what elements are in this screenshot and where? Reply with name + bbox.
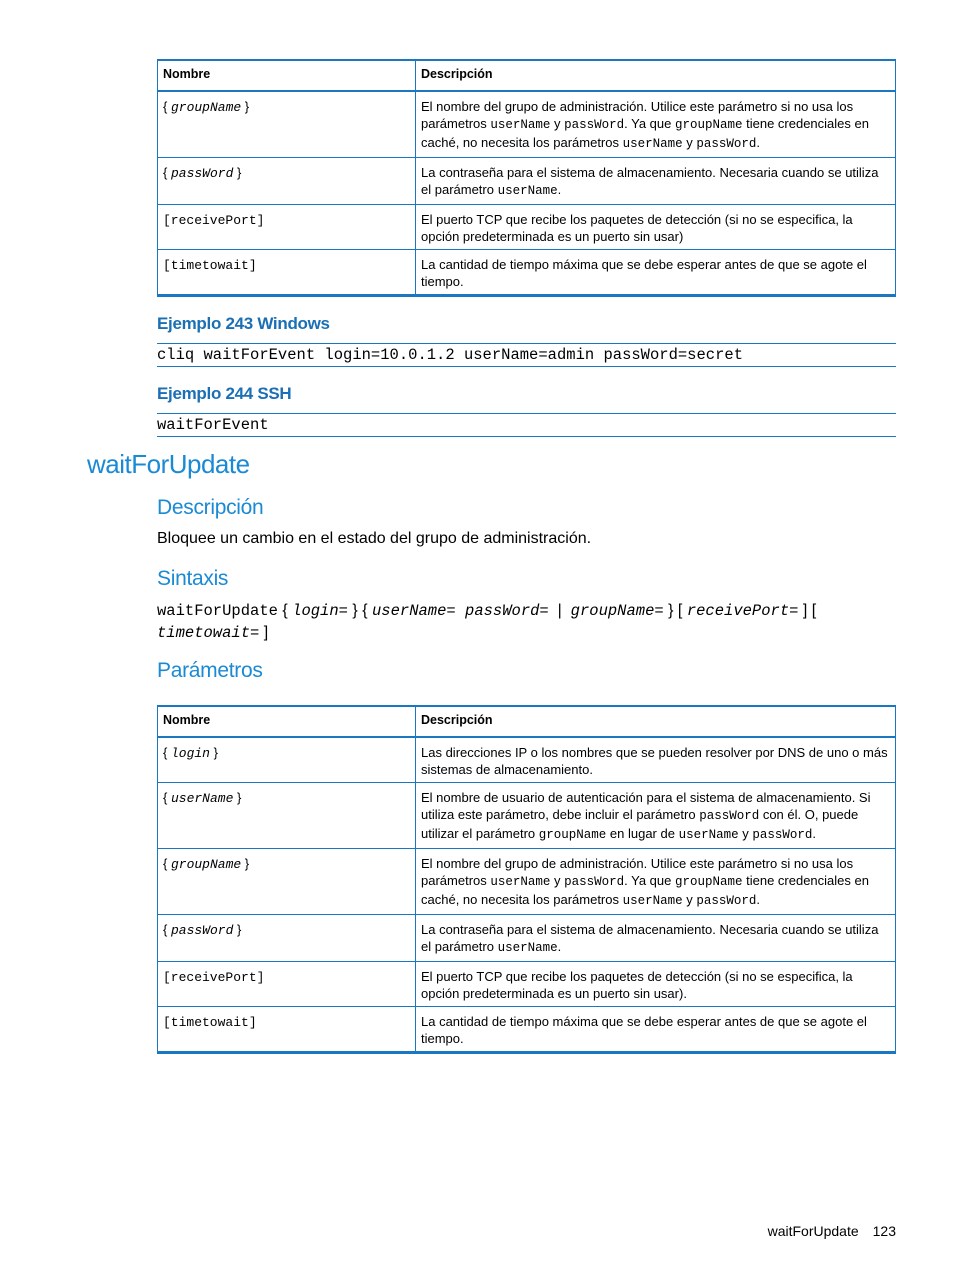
text-run: } [ [663, 602, 687, 619]
table-row [158, 1007, 896, 1053]
table-row [158, 91, 896, 158]
text-run: } { [347, 602, 372, 619]
footer-label: waitForUpdate [767, 1223, 859, 1239]
inline-code: userName [497, 184, 558, 198]
text-run: . [756, 135, 760, 150]
inline-code: passWord [696, 894, 757, 908]
param-description-cell [416, 250, 896, 296]
param-name-cell [158, 91, 416, 158]
inline-code: groupName [538, 828, 607, 842]
page-number: 123 [872, 1223, 896, 1239]
inline-code: passWord [564, 118, 625, 132]
param-name-cell [158, 205, 416, 250]
text-run: La contraseña para el sistema de almacenamiento. Necesaria cuando se utiliza el parámetro [421, 165, 883, 197]
param-description-cell [416, 91, 896, 158]
inline-code: userName [497, 941, 558, 955]
param-description-cell [416, 783, 896, 849]
text-run: ] [259, 624, 269, 641]
column-header-descripcion: Descripción [416, 60, 896, 91]
param-description-cell [416, 205, 896, 250]
brace-open: { [163, 745, 171, 760]
table-row [158, 250, 896, 296]
param-description-cell [416, 962, 896, 1007]
param-name-cell [158, 1007, 416, 1053]
inline-code: userName [678, 828, 739, 842]
text-run: . [557, 939, 562, 954]
table1-body [158, 91, 896, 296]
text-run: . [756, 892, 760, 907]
inline-code: waitForUpdate [157, 602, 278, 620]
brace-open: { [163, 165, 171, 180]
param-description-cell [416, 158, 896, 205]
table2-body [158, 737, 896, 1053]
parametros-heading: Parámetros [157, 659, 263, 682]
table-row [158, 158, 896, 205]
table-row [158, 783, 896, 849]
brace-close: } [233, 922, 242, 937]
sintaxis-heading: Sintaxis [157, 567, 229, 590]
brace-close: } [241, 99, 250, 114]
example-244-title: Ejemplo 244 SSH [157, 384, 292, 403]
text-run: La cantidad de tiempo máxima que se debe esperar antes de que se agote el tiempo. [421, 257, 871, 289]
table-row [158, 915, 896, 962]
inline-param: userName= passWord= [372, 602, 549, 620]
text-run: El nombre de usuario de autenticación para el sistema de almacenamiento. Si utiliza este parámetro, debe incluir el parámetro [421, 790, 875, 822]
text-run: ] [ [798, 602, 821, 619]
table-row [158, 205, 896, 250]
inline-param: timetowait= [157, 624, 260, 642]
section-title: waitForUpdate [87, 449, 250, 479]
param-description-cell [416, 849, 896, 915]
text-run: El nombre del grupo de administración. Utilice este parámetro si no usa los parámetros [421, 99, 857, 131]
text-run: Las direcciones IP o los nombres que se pueden resolver por DNS de uno o más sistemas de almacenamiento. [421, 745, 892, 777]
inline-code: groupName [674, 875, 743, 889]
brace-close: } [233, 165, 242, 180]
inline-code: userName [490, 118, 551, 132]
param-name-cell [158, 915, 416, 962]
table-header-row [158, 60, 896, 91]
inline-code: userName [622, 137, 683, 151]
param-description-cell [416, 1007, 896, 1053]
text-run: tiene credenciales en caché, no necesita los parámetros [421, 873, 873, 907]
column-header-nombre: Nombre [158, 706, 416, 737]
param-name: [timetowait] [163, 1015, 257, 1030]
table-row [158, 849, 896, 915]
param-name: [timetowait] [163, 258, 257, 273]
brace-close: } [209, 745, 218, 760]
text-run: . [812, 826, 816, 841]
param-name: [receivePort] [163, 213, 265, 228]
text-run: y [550, 873, 565, 888]
inline-code: userName [622, 894, 683, 908]
brace-close: } [241, 856, 250, 871]
text-run: . Ya que [624, 873, 675, 888]
param-name: groupName [170, 100, 242, 115]
param-name: login [170, 746, 210, 761]
column-header-nombre: Nombre [158, 60, 416, 91]
example-243-title: Ejemplo 243 Windows [157, 314, 330, 333]
parameters-table-continued [157, 59, 896, 297]
table-row [158, 737, 896, 783]
table-row [158, 962, 896, 1007]
param-name-cell [158, 962, 416, 1007]
inline-code: passWord [564, 875, 625, 889]
text-run: La cantidad de tiempo máxima que se debe esperar antes de que se agote el tiempo. [421, 1014, 871, 1046]
text-run: . [557, 182, 562, 197]
inline-code: passWord [752, 828, 813, 842]
table-header-row [158, 706, 896, 737]
param-name-cell [158, 737, 416, 783]
text-run: El puerto TCP que recibe los paquetes de detección (si no se especifica, la opción predeterminada es un puerto sin usar) [421, 212, 857, 244]
inline-code: passWord [696, 137, 757, 151]
example-244-code: waitForEvent [157, 413, 896, 437]
brace-close: } [233, 790, 242, 805]
param-name-cell [158, 158, 416, 205]
brace-open: { [163, 99, 171, 114]
inline-code: userName [490, 875, 551, 889]
text-run: y [682, 135, 697, 150]
brace-open: { [163, 856, 171, 871]
descripcion-heading: Descripción [157, 496, 264, 519]
parameters-table [157, 705, 896, 1054]
brace-open: { [163, 790, 171, 805]
inline-code: passWord [699, 809, 760, 823]
param-name-cell [158, 783, 416, 849]
param-name: groupName [170, 857, 242, 872]
inline-param: login= [292, 602, 348, 620]
text-run: El nombre del grupo de administración. Utilice este parámetro si no usa los parámetros [421, 856, 857, 888]
inline-param: groupName= [570, 602, 664, 620]
param-description-cell [416, 737, 896, 783]
brace-open: { [163, 922, 171, 937]
descripcion-text: Bloquee un cambio en el estado del grupo de administración. [157, 530, 592, 547]
param-name: [receivePort] [163, 970, 265, 985]
example-243-code: cliq waitForEvent login=10.0.1.2 userName=admin passWord=secret [157, 343, 896, 367]
text-run: y [682, 892, 697, 907]
text-run: | [548, 602, 571, 619]
syntax-line [157, 600, 896, 644]
param-name: passWord [170, 923, 234, 938]
param-name: userName [170, 791, 234, 806]
param-name-cell [158, 849, 416, 915]
text-run: y [550, 116, 565, 131]
page-footer [768, 1223, 896, 1239]
text-run: tiene credenciales en caché, no necesita los parámetros [421, 116, 873, 150]
param-name: passWord [170, 166, 234, 181]
text-run: . Ya que [624, 116, 675, 131]
text-run: y [738, 826, 753, 841]
text-run: en lugar de [606, 826, 679, 841]
text-run: La contraseña para el sistema de almacenamiento. Necesaria cuando se utiliza el parámetro [421, 922, 883, 954]
text-run: El puerto TCP que recibe los paquetes de detección (si no se especifica, la opción predeterminada es un puerto sin usar). [421, 969, 857, 1001]
param-name-cell [158, 250, 416, 296]
param-description-cell [416, 915, 896, 962]
column-header-descripcion: Descripción [416, 706, 896, 737]
text-run: con él. O, puede utilizar el parámetro [421, 807, 862, 841]
inline-param: receivePort= [686, 602, 799, 620]
text-run: { [277, 602, 293, 619]
inline-code: groupName [674, 118, 743, 132]
